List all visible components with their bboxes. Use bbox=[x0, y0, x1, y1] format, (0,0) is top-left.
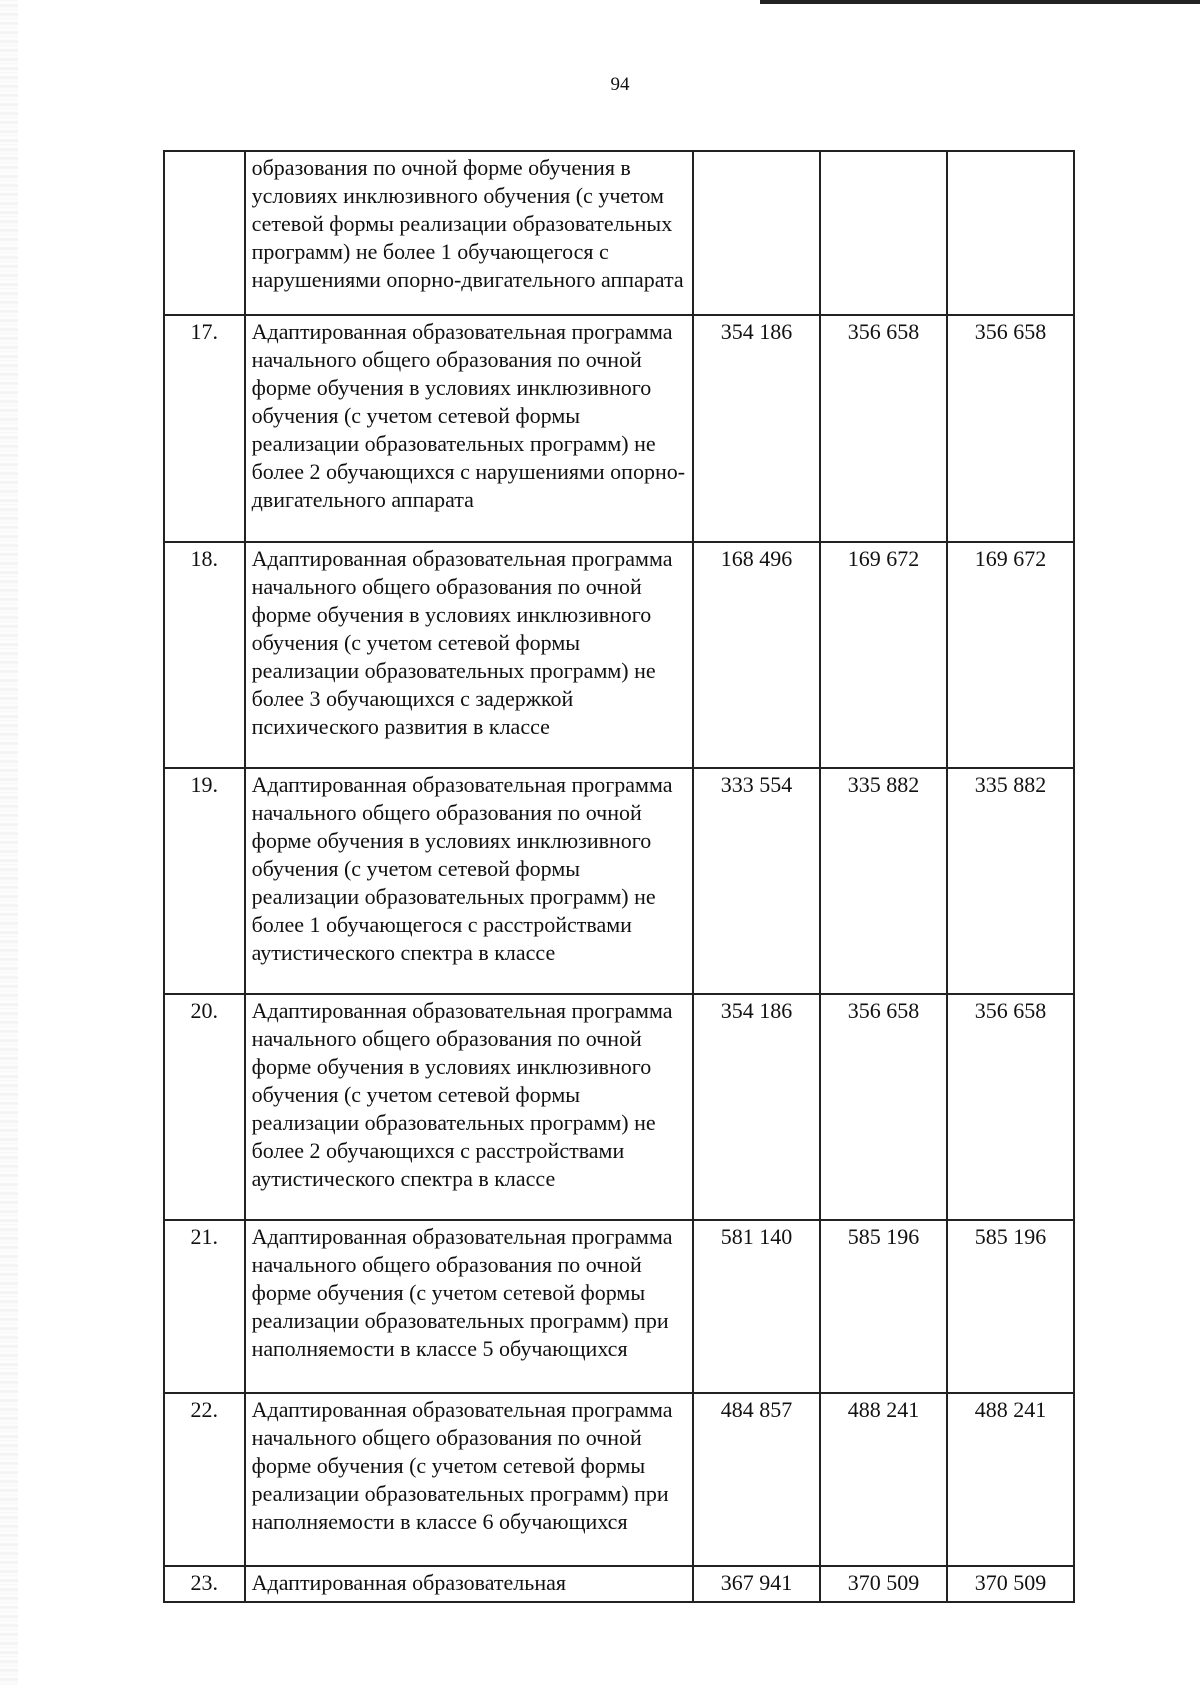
scan-edge bbox=[0, 0, 18, 1686]
row-number: 20. bbox=[164, 994, 245, 1220]
value-cell-3: 488 241 bbox=[947, 1393, 1074, 1566]
program-name: Адаптированная образовательная программа начального общего образования по очной форме обучения в условиях инклюзивного обучения (с учетом сетевой формы реализации образовательных программ) не более 2 обучающихся с нарушениями опорно-двигательного аппарата bbox=[245, 315, 693, 542]
value-cell-3: 356 658 bbox=[947, 994, 1074, 1220]
program-name: Адаптированная образовательная программа начального общего образования по очной форме обучения в условиях инклюзивного обучения (с учетом сетевой формы реализации образовательных программ) не более 2 обучающихся с расстройствами аутистического спектра в классе bbox=[245, 994, 693, 1220]
row-number bbox=[164, 151, 245, 315]
row-number: 17. bbox=[164, 315, 245, 542]
page-number: 94 bbox=[610, 74, 630, 95]
value-cell-3: 356 658 bbox=[947, 315, 1074, 542]
row-number: 23. bbox=[164, 1566, 245, 1602]
value-cell-1: 367 941 bbox=[693, 1566, 820, 1602]
value-cell-1: 168 496 bbox=[693, 542, 820, 768]
scan-top-bar bbox=[760, 0, 1200, 4]
table-row bbox=[164, 542, 1074, 768]
table-row bbox=[164, 768, 1074, 994]
value-cell-2: 169 672 bbox=[820, 542, 947, 768]
row-number: 22. bbox=[164, 1393, 245, 1566]
table-row bbox=[164, 1220, 1074, 1393]
value-cell-1: 484 857 bbox=[693, 1393, 820, 1566]
row-number: 19. bbox=[164, 768, 245, 994]
value-cell-1: 333 554 bbox=[693, 768, 820, 994]
cost-table bbox=[163, 150, 1075, 1603]
value-cell-2: 370 509 bbox=[820, 1566, 947, 1602]
table-row bbox=[164, 1393, 1074, 1566]
value-cell-3: 169 672 bbox=[947, 542, 1074, 768]
value-cell-1: 581 140 bbox=[693, 1220, 820, 1393]
table-row bbox=[164, 151, 1074, 315]
value-cell-3: 335 882 bbox=[947, 768, 1074, 994]
value-cell-2: 488 241 bbox=[820, 1393, 947, 1566]
program-name: Адаптированная образовательная программа начального общего образования по очной форме обучения в условиях инклюзивного обучения (с учетом сетевой формы реализации образовательных программ) не более 3 обучающихся с задержкой психического развития в классе bbox=[245, 542, 693, 768]
value-cell-2 bbox=[820, 151, 947, 315]
table-row bbox=[164, 1566, 1074, 1602]
program-name: Адаптированная образовательная программа начального общего образования по очной форме обучения (с учетом сетевой формы реализации образовательных программ) при наполняемости в классе 5 обучающихся bbox=[245, 1220, 693, 1393]
value-cell-2: 585 196 bbox=[820, 1220, 947, 1393]
value-cell-1: 354 186 bbox=[693, 315, 820, 542]
value-cell-1 bbox=[693, 151, 820, 315]
row-number: 18. bbox=[164, 542, 245, 768]
row-number: 21. bbox=[164, 1220, 245, 1393]
program-name: Адаптированная образовательная программа начального общего образования по очной форме обучения (с учетом сетевой формы реализации образовательных программ) при наполняемости в классе 6 обучающихся bbox=[245, 1393, 693, 1566]
value-cell-3 bbox=[947, 151, 1074, 315]
table-row bbox=[164, 315, 1074, 542]
table-row bbox=[164, 994, 1074, 1220]
value-cell-1: 354 186 bbox=[693, 994, 820, 1220]
program-name: Адаптированная образовательная программа начального общего образования по очной форме обучения в условиях инклюзивного обучения (с учетом сетевой формы реализации образовательных программ) не более 1 обучающегося с расстройствами аутистического спектра в классе bbox=[245, 768, 693, 994]
value-cell-2: 335 882 bbox=[820, 768, 947, 994]
value-cell-3: 585 196 bbox=[947, 1220, 1074, 1393]
program-name: образования по очной форме обучения в условиях инклюзивного обучения (с учетом сетевой формы реализации образовательных программ) не более 1 обучающегося с нарушениями опорно-двигательного аппарата bbox=[245, 151, 693, 315]
value-cell-3: 370 509 bbox=[947, 1566, 1074, 1602]
program-name: Адаптированная образовательная bbox=[245, 1566, 693, 1602]
value-cell-2: 356 658 bbox=[820, 994, 947, 1220]
value-cell-2: 356 658 bbox=[820, 315, 947, 542]
